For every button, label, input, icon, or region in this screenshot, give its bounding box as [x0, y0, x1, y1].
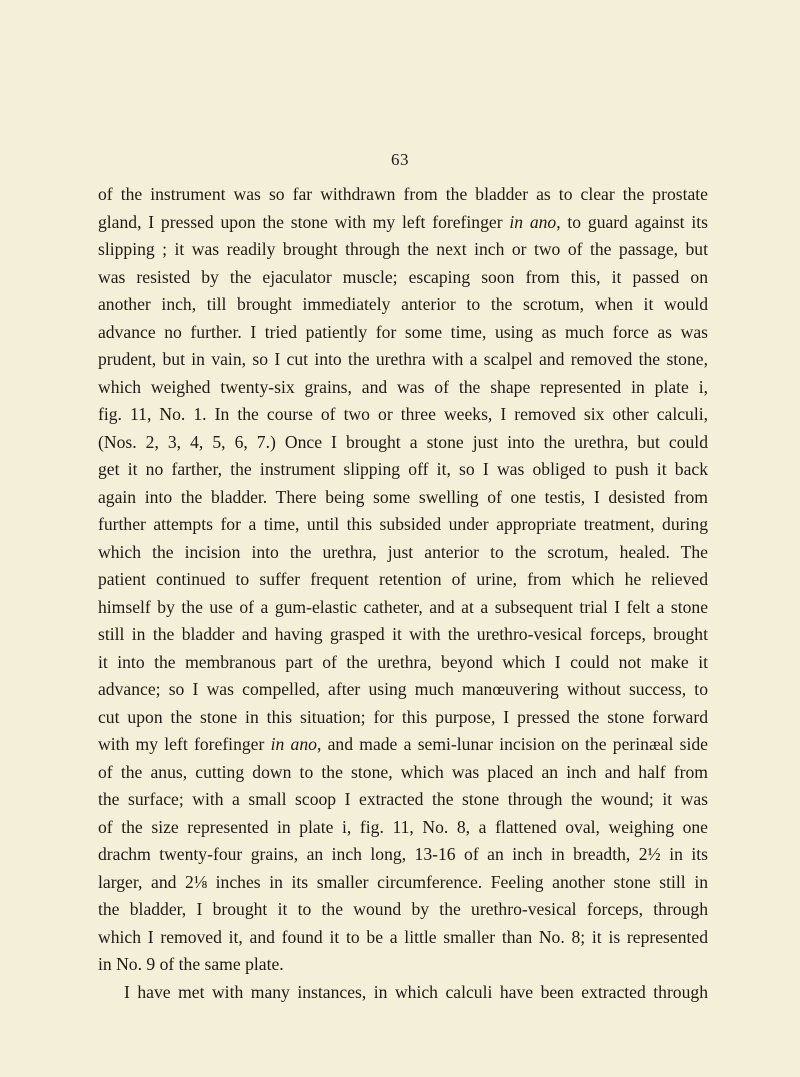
text-line: slipping ; it was readily brought through the next inch or two of the passage, but [98, 239, 708, 259]
text-line: of the instrument was so far withdrawn from the bladder as to clear the prostate [98, 184, 708, 204]
text-line: further attempts for a time, until this subsided under appropriate treatment, during [98, 514, 708, 534]
body-text [98, 181, 708, 1006]
text-line: which weighed twenty-six grains, and was of the shape represented in plate i, [98, 376, 708, 397]
text-line: of the size represented in plate i, fig. 11, No. 8, a flattened oval, weighing one [98, 816, 708, 837]
text-line: drachm twenty-four grains, an inch long, 13-16 of an inch in breadth, 2½ in its [98, 844, 708, 864]
text-line: again into the bladder. There being some swelling of one testis, I desisted from [98, 486, 708, 507]
text-line: with my left forefinger in ano, and made a semi-lunar incision on the perinæal side [98, 734, 708, 754]
text-line: I have met with many instances, in which calculi have been extracted through [124, 981, 708, 1002]
text-line: prudent, but in vain, so I cut into the urethra with a scalpel and removed the stone, [98, 349, 708, 369]
text-line: it into the membranous part of the urethra, beyond which I could not make it [98, 651, 708, 672]
text-line: (Nos. 2, 3, 4, 5, 6, 7.) Once I brought a stone just into the urethra, but could [98, 431, 708, 452]
text-line: advance no further. I tried patiently for some time, using as much force as was [98, 321, 708, 342]
text-line: in No. 9 of the same plate. [98, 954, 284, 974]
text-line: get it no farther, the instrument slipping off it, so I was obliged to push it back [98, 459, 708, 479]
text-line: another inch, till brought immediately anterior to the scrotum, when it would [98, 294, 708, 314]
text-line: himself by the use of a gum-elastic catheter, and at a subsequent trial I felt a stone [98, 596, 708, 617]
text-line: patient continued to suffer frequent retention of urine, from which he relieved [98, 569, 708, 589]
text-line: cut upon the stone in this situation; for this purpose, I pressed the stone forward [98, 706, 708, 727]
text-line: advance; so I was compelled, after using much manœuvering without success, to [98, 679, 708, 699]
page-number: 63 [391, 150, 409, 169]
text-line: still in the bladder and having grasped it with the urethro-vesical forceps, brought [98, 624, 708, 644]
latin-phrase: in ano [270, 734, 317, 754]
text-line: which I removed it, and found it to be a little smaller than No. 8; it is represented [98, 926, 708, 947]
text-line: gland, I pressed upon the stone with my left forefinger in ano, to guard against its [98, 211, 708, 232]
text-line: the bladder, I brought it to the wound by the urethro-vesical forceps, through [98, 899, 708, 919]
text-line: of the anus, cutting down to the stone, which was placed an inch and half from [98, 761, 708, 782]
latin-phrase: in ano [509, 211, 557, 232]
text-line: larger, and 2⅛ inches in its smaller circumference. Feeling another stone still in [98, 871, 708, 892]
text-line: was resisted by the ejaculator muscle; escaping soon from this, it passed on [98, 266, 708, 287]
text-line: fig. 11, No. 1. In the course of two or three weeks, I removed six other calculi, [98, 404, 708, 424]
text-line: the surface; with a small scoop I extracted the stone through the wound; it was [98, 789, 708, 809]
text-line: which the incision into the urethra, just anterior to the scrotum, healed. The [98, 541, 708, 562]
